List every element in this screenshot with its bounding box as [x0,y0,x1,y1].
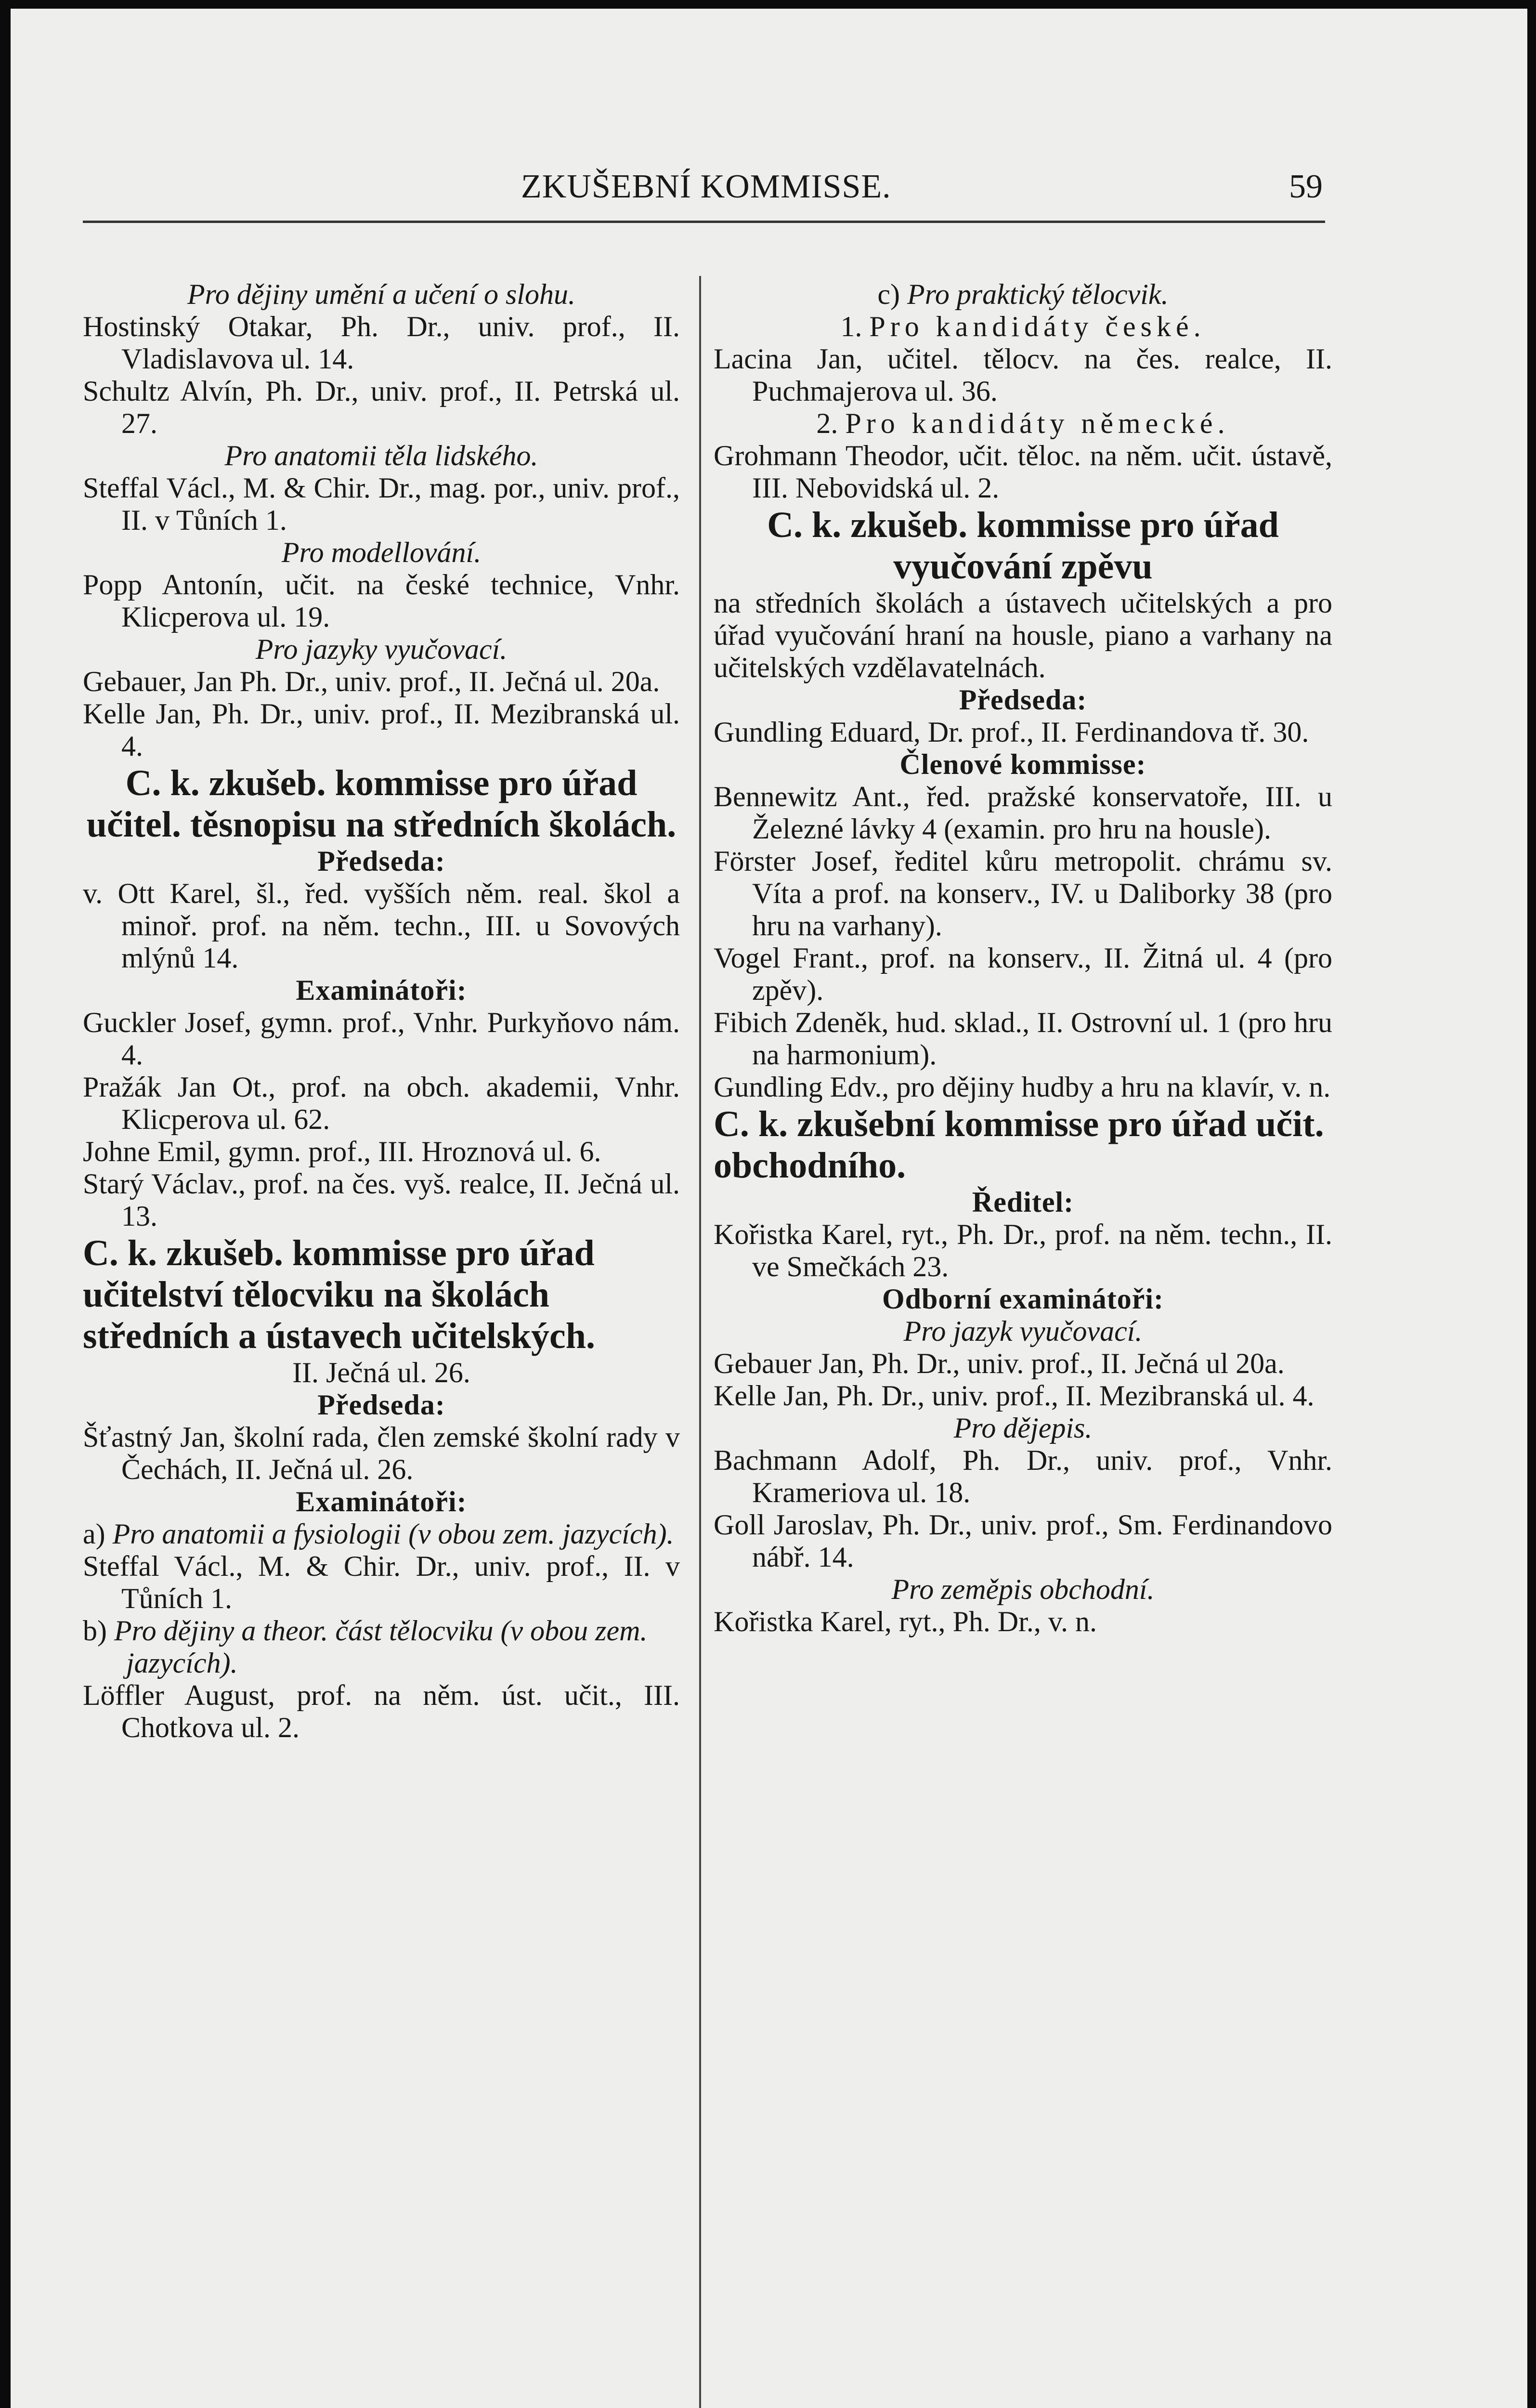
subsection-heading: Pro jazyky vyučovací. [255,633,508,665]
entry: v. Ott Karel, šl., řed. vyšších něm. real. škol a minoř. prof. na něm. techn., III. u Sovových mlýnů 14. [83,877,680,974]
subsection-letter: b) [83,1615,107,1647]
subsection-number: 2. [816,407,838,439]
entry: Kořistka Karel, ryt., Ph. Dr., prof. na něm. techn., II. ve Smečkách 23. [714,1218,1332,1283]
section-heading: C. k. zkušební kommisse pro úřad učit. obchodního. [714,1104,1324,1186]
entry: Pražák Jan Ot., prof. na obch. akademii, Vnhr. Klicperova ul. 62. [83,1071,680,1135]
entry: Guckler Josef, gymn. prof., Vnhr. Purkyňovo nám. 4. [83,1007,680,1071]
entry: Fibich Zdeněk, hud. sklad., II. Ostrovní ul. 1 (pro hru na harmonium). [714,1007,1332,1071]
role-label: Examinátoři: [296,974,467,1006]
entry: Šťastný Jan, školní rada, člen zemské školní rady v Čechách, II. Ječná ul. 26. [83,1421,680,1485]
subsection-heading: Pro jazyk vyučovací. [903,1315,1143,1347]
section-address: II. Ječná ul. 26. [292,1357,470,1388]
role-label: Předseda: [959,684,1087,716]
subsection-letter: a) [83,1518,105,1550]
subsection-title: Pro kandidáty české. [869,311,1206,342]
subsection-heading: Pro dějepis. [953,1412,1093,1444]
subsection-heading: Pro zeměpis obchodní. [891,1573,1155,1605]
entry: Gebauer, Jan Ph. Dr., univ. prof., II. Ječná ul. 20a. [83,666,660,697]
entry: Gundling Edv., pro dějiny hudby a hru na klavír, v. n. [714,1071,1331,1103]
entry: Steffal Václ., M. & Chir. Dr., mag. por., univ. prof., II. v Tůních 1. [83,472,680,536]
lettered-subsection [714,278,1332,311]
role-label: Ředitel: [972,1186,1074,1218]
book-page [11,9,1527,2408]
entry: Förster Josef, ředitel kůru metropolit. chrámu sv. Víta a prof. na konserv., IV. u Daliborky 38 (pro hru na varhany). [714,845,1332,942]
section-heading: C. k. zkušeb. kommisse pro úřad učitel. těsnopisu na středních školách. [86,763,677,845]
lettered-subsection [83,1615,680,1679]
entry: Löffler August, prof. na něm. úst. učit., III. Chotkova ul. 2. [83,1679,680,1743]
role-label: Předseda: [317,1389,445,1421]
role-label: Examinátoři: [296,1486,467,1518]
header-rule [83,221,1325,223]
entry: Gundling Eduard, Dr. prof., II. Ferdinandova tř. 30. [714,716,1309,748]
right-column [714,278,1332,1638]
entry: Kelle Jan, Ph. Dr., univ. prof., II. Mezibranská ul. 4. [714,1380,1315,1412]
numbered-subsection [714,407,1332,440]
section-intro: na středních školách a ústavech učitelských a pro úřad vyučování hraní na housle, piano a varhany na učitelských vzdělavatelnách. [714,587,1332,683]
entry: Grohmann Theodor, učit. těloc. na něm. učit. ústavě, III. Nebovidská ul. 2. [714,440,1332,504]
entry: Steffal Václ., M. & Chir. Dr., univ. prof., II. v Tůních 1. [83,1550,680,1614]
entry: Starý Václav., prof. na čes. vyš. realce, II. Ječná ul. 13. [83,1168,680,1232]
entry: Kořistka Karel, ryt., Ph. Dr., v. n. [714,1606,1097,1637]
page-number: 59 [1289,168,1323,205]
role-label: Členové kommisse: [899,748,1146,780]
section-heading: C. k. zkušeb. kommisse pro úřad vyučování zpěvu [767,505,1279,587]
entry: Vogel Frant., prof. na konserv., II. Žitná ul. 4 (pro zpěv). [714,942,1332,1006]
subsection-letter: c) [877,278,900,310]
subsection-title: Pro anatomii a fysiologii (v obou zem. jazycích). [112,1518,674,1550]
subsection-title: Pro praktický tělocvik. [907,278,1169,310]
section-heading: C. k. zkušeb. kommisse pro úřad učitelství tělocviku na školách středních a ústavech učitelských. [83,1233,595,1356]
entry: Lacina Jan, učitel. tělocv. na čes. realce, II. Puchmajerova ul. 36. [714,343,1332,407]
entry: Hostinský Otakar, Ph. Dr., univ. prof., II. Vladislavova ul. 14. [83,311,680,375]
running-title: ZKUŠEBNÍ KOMMISSE. [521,168,891,205]
subsection-title: Pro kandidáty německé. [845,407,1230,439]
entry: Kelle Jan, Ph. Dr., univ. prof., II. Mezibranská ul. 4. [83,698,680,762]
numbered-subsection [714,311,1332,343]
entry: Goll Jaroslav, Ph. Dr., univ. prof., Sm. Ferdinandovo nábř. 14. [714,1509,1332,1573]
subsection-title: Pro dějiny a theor. část tělocviku (v obou zem. jazycích). [114,1615,648,1679]
entry: Popp Antonín, učit. na české technice, Vnhr. Klicperova ul. 19. [83,569,680,633]
role-label: Odborní examinátoři: [882,1283,1164,1315]
entry: Schultz Alvín, Ph. Dr., univ. prof., II. Petrská ul. 27. [83,375,680,439]
subsection-number: 1. [840,311,862,342]
lettered-subsection [83,1518,680,1550]
column-divider [699,276,701,2408]
left-column [83,278,680,1744]
role-label: Předseda: [317,845,445,877]
subsection-heading: Pro modellování. [281,537,482,568]
entry: Bennewitz Ant., řed. pražské konservatoře, III. u Železné lávky 4 (examin. pro hru na housle). [714,781,1332,845]
entry: Johne Emil, gymn. prof., III. Hroznová ul. 6. [83,1136,601,1167]
entry: Bachmann Adolf, Ph. Dr., univ. prof., Vnhr. Krameriova ul. 18. [714,1444,1332,1508]
subsection-heading: Pro dějiny umění a učení o slohu. [187,278,575,310]
entry: Gebauer Jan, Ph. Dr., univ. prof., II. Ječná ul 20a. [714,1348,1285,1379]
subsection-heading: Pro anatomii těla lidského. [224,440,538,471]
